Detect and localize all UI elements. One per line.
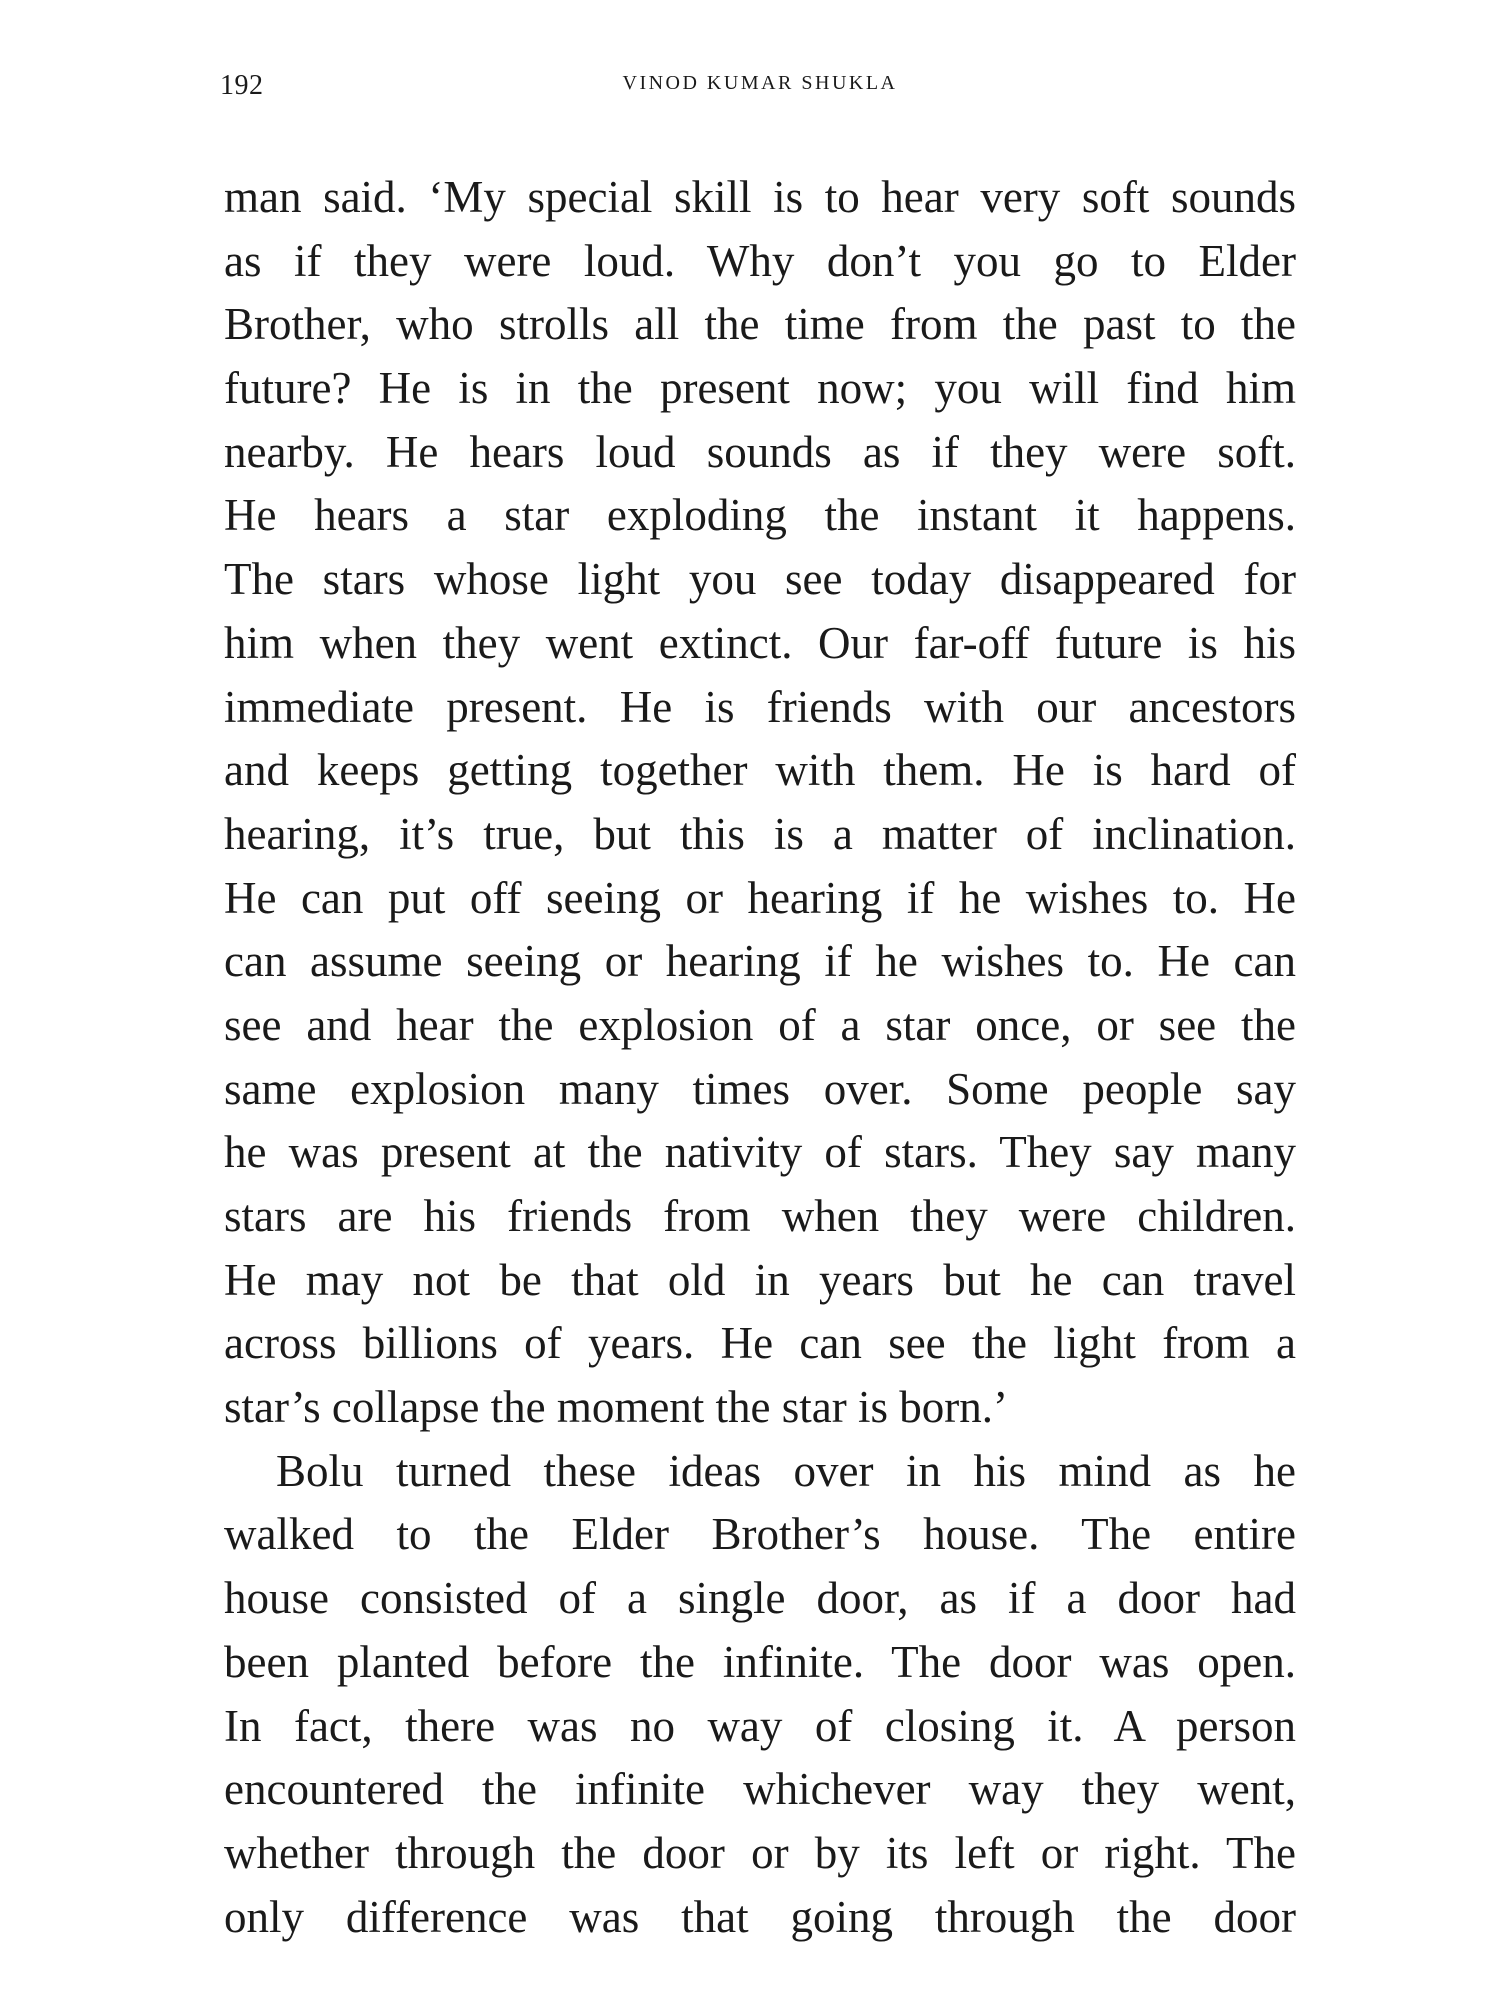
text-line: He may not be that old in years but he can travel	[224, 1254, 1296, 1305]
text-line: same explosion many times over. Some people say	[224, 1063, 1296, 1114]
text-line: house consisted of a single door, as if a door had	[224, 1573, 1296, 1624]
text-line: only difference was that going through the door	[224, 1891, 1296, 1942]
text-line: across billions of years. He can see the light from a	[224, 1318, 1296, 1369]
text-line: see and hear the explosion of a star once, or see the	[224, 999, 1296, 1050]
text-line: encountered the infinite whichever way they went,	[224, 1764, 1296, 1815]
page-number: 192	[220, 70, 264, 101]
text-line: Brother, who strolls all the time from the past to the	[224, 299, 1296, 350]
text-line: he was present at the nativity of stars. They say many	[224, 1127, 1296, 1178]
running-title: VINOD KUMAR SHUKLA	[622, 72, 898, 94]
text-line: nearby. He hears loud sounds as if they were soft.	[224, 426, 1296, 477]
running-header	[220, 70, 1300, 110]
text-line: whether through the door or by its left or right. The	[224, 1827, 1296, 1878]
text-line: been planted before the infinite. The door was open.	[224, 1636, 1296, 1687]
text-line: walked to the Elder Brother’s house. The entire	[224, 1509, 1296, 1560]
text-line: as if they were loud. Why don’t you go to Elder	[224, 235, 1296, 286]
paragraph-end-line: star’s collapse the moment the star is born.’	[224, 1382, 1008, 1433]
text-line: He can put off seeing or hearing if he wishes to. He	[224, 872, 1296, 923]
text-line: immediate present. He is friends with our ancestors	[224, 681, 1296, 732]
text-line: him when they went extinct. Our far-off future is his	[224, 617, 1296, 668]
text-line: man said. ‘My special skill is to hear very soft sounds	[224, 172, 1296, 222]
text-line: stars are his friends from when they were children.	[224, 1191, 1296, 1241]
text-line: In fact, there was no way of closing it. A person	[224, 1700, 1296, 1751]
text-line: hearing, it’s true, but this is a matter of inclination.	[224, 808, 1296, 859]
text-line: He hears a star exploding the instant it happens.	[224, 490, 1296, 541]
body-text	[224, 166, 1296, 1949]
text-line: and keeps getting together with them. He is hard of	[224, 745, 1296, 796]
text-line: can assume seeing or hearing if he wishes to. He can	[224, 936, 1296, 987]
text-line: The stars whose light you see today disappeared for	[224, 554, 1296, 605]
text-line: future? He is in the present now; you will find him	[224, 363, 1296, 414]
paragraph-start-line: Bolu turned these ideas over in his mind as he	[276, 1445, 1296, 1496]
